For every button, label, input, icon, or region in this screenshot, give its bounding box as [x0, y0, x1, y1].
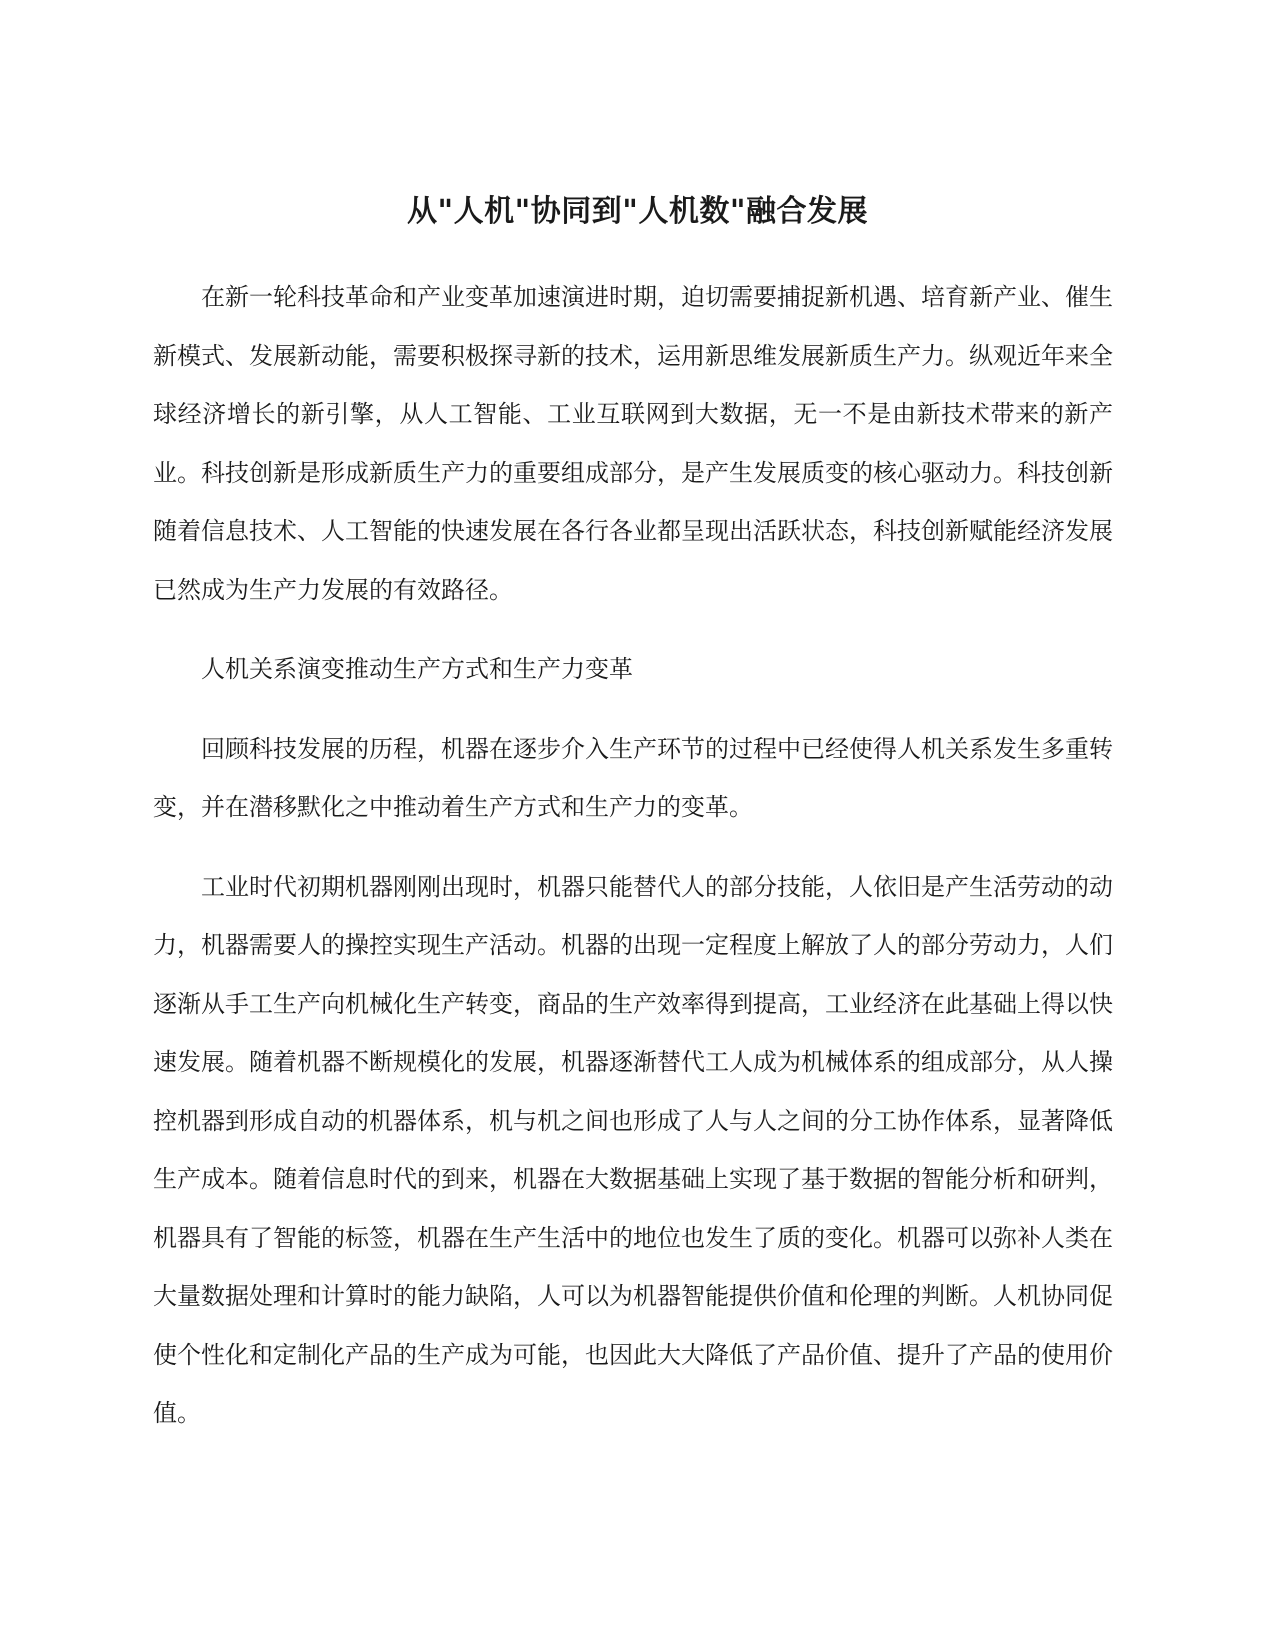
paragraph-industrial-era: 工业时代初期机器刚刚出现时，机器只能替代人的部分技能，人依旧是产生活劳动的动力，机器需要人的操控实现生产活动。机器的出现一定程度上解放了人的部分劳动力，人们逐渐从手工生产向机械化生产转变，商品的生产效率得到提高，工业经济在此基础上得以快速发展。随着机器不断规模化的发展，机器逐渐替代工人成为机械体系的组成部分，从人操控机器到形成自动的机器体系，机与机之间也形成了人与人之间的分工协作体系，显著降低生产成本。随着信息时代的到来，机器在大数据基础上实现了基于数据的智能分析和研判，机器具有了智能的标签，机器在生产生活中的地位也发生了质的变化。机器可以弥补人类在大量数据处理和计算时的能力缺陷，人可以为机器智能提供价值和伦理的判断。人机协同促使个性化和定制化产品的生产成为可能，也因此大大降低了产品价值、提升了产品的使用价值。	[153, 872, 1113, 1427]
section-heading: 人机关系演变推动生产方式和生产力变革	[201, 655, 633, 683]
paragraph-review: 回顾科技发展的历程，机器在逐步介入生产环节的过程中已经使得人机关系发生多重转变，并在潜移默化之中推动着生产方式和生产力的变革。	[153, 734, 1113, 821]
article-title: 从"人机"协同到"人机数"融合发展	[406, 194, 869, 229]
paragraph-intro: 在新一轮科技革命和产业变革加速演进时期，迫切需要捕捉新机遇、培育新产业、催生新模式、发展新动能，需要积极探寻新的技术，运用新思维发展新质生产力。纵观近年来全球经济增长的新引擎，从人工智能、工业互联网到大数据，无一不是由新技术带来的新产业。科技创新是形成新质生产力的重要组成部分，是产生发展质变的核心驱动力。科技创新随着信息技术、人工智能的快速发展在各行各业都呈现出活跃状态，科技创新赋能经济发展已然成为生产力发展的有效路径。	[153, 283, 1113, 604]
article-body	[153, 268, 1113, 1464]
